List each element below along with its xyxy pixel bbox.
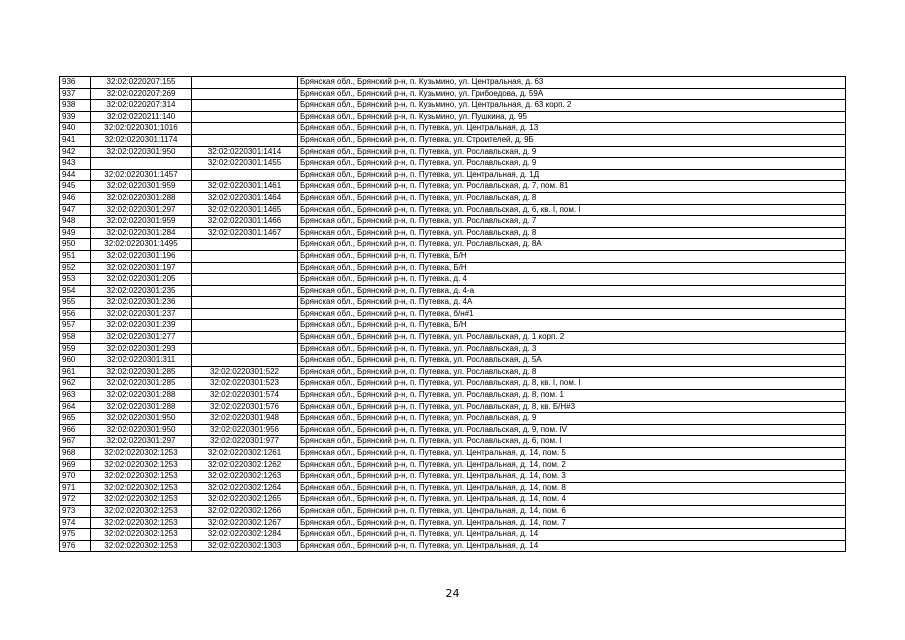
address-cell: Брянская обл., Брянский р-н, п. Путевка, ул. Рославльская, д. 8 [298, 192, 846, 204]
table-row [60, 343, 846, 355]
address-cell: Брянская обл., Брянский р-н, п. Путевка, Б/Н [298, 250, 846, 262]
table-row [60, 204, 846, 216]
object-cadastral-number-cell: 32:02:0220301:1414 [192, 146, 298, 158]
object-cadastral-number-cell: 32:02:0220301:977 [192, 436, 298, 448]
table-row [60, 274, 846, 286]
land-cadastral-number-cell: 32:02:0220211:140 [91, 111, 192, 123]
row-number-cell: 948 [60, 216, 91, 228]
land-cadastral-number-cell: 32:02:0220301:311 [91, 355, 192, 367]
address-cell: Брянская обл., Брянский р-н, п. Путевка, ул. Центральная, д. 14, пом. 7 [298, 517, 846, 529]
land-cadastral-number-cell: 32:02:0220302:1253 [91, 494, 192, 506]
table-row [60, 355, 846, 367]
land-cadastral-number-cell: 32:02:0220301:1174 [91, 134, 192, 146]
row-number-cell: 955 [60, 297, 91, 309]
table-row [60, 332, 846, 344]
table-row [60, 505, 846, 517]
land-cadastral-number-cell: 32:02:0220301:950 [91, 413, 192, 425]
row-number-cell: 961 [60, 366, 91, 378]
object-cadastral-number-cell: 32:02:0220302:1303 [192, 540, 298, 552]
table-row [60, 378, 846, 390]
object-cadastral-number-cell [192, 100, 298, 112]
row-number-cell: 970 [60, 471, 91, 483]
address-cell: Брянская обл., Брянский р-н, п. Путевка, ул. Центральная, д. 13 [298, 123, 846, 135]
row-number-cell: 974 [60, 517, 91, 529]
object-cadastral-number-cell [192, 111, 298, 123]
address-cell: Брянская обл., Брянский р-н, п. Путевка, ул. Рославльская, д. 9 [298, 413, 846, 425]
table-row [60, 123, 846, 135]
table-row [60, 413, 846, 425]
land-cadastral-number-cell: 32:02:0220302:1253 [91, 482, 192, 494]
table-row [60, 216, 846, 228]
object-cadastral-number-cell [192, 250, 298, 262]
address-cell: Брянская обл., Брянский р-н, п. Путевка, д. 4-а [298, 285, 846, 297]
table-row [60, 448, 846, 460]
object-cadastral-number-cell [192, 308, 298, 320]
table-row [60, 424, 846, 436]
address-cell: Брянская обл., Брянский р-н, п. Путевка, ул. Рославльская, д. 9 [298, 146, 846, 158]
land-cadastral-number-cell: 32:02:0220207:269 [91, 88, 192, 100]
table-row [60, 366, 846, 378]
table-row [60, 262, 846, 274]
row-number-cell: 937 [60, 88, 91, 100]
table-row [60, 471, 846, 483]
row-number-cell: 951 [60, 250, 91, 262]
address-cell: Брянская обл., Брянский р-н, п. Путевка, ул. Рославльская, д. 5А [298, 355, 846, 367]
address-cell: Брянская обл., Брянский р-н, п. Путевка, ул. Центральная, д. 14, пом. 2 [298, 459, 846, 471]
row-number-cell: 963 [60, 390, 91, 402]
land-cadastral-number-cell: 32:02:0220301:196 [91, 250, 192, 262]
object-cadastral-number-cell: 32:02:0220301:948 [192, 413, 298, 425]
land-cadastral-number-cell: 32:02:0220302:1253 [91, 448, 192, 460]
object-cadastral-number-cell [192, 123, 298, 135]
row-number-cell: 943 [60, 158, 91, 170]
land-cadastral-number-cell: 32:02:0220301:288 [91, 401, 192, 413]
row-number-cell: 964 [60, 401, 91, 413]
address-cell: Брянская обл., Брянский р-н, п. Путевка, д. 4 [298, 274, 846, 286]
land-cadastral-number-cell: 32:02:0220301:1016 [91, 123, 192, 135]
table-row [60, 285, 846, 297]
table-row [60, 529, 846, 541]
land-cadastral-number-cell: 32:02:0220301:297 [91, 436, 192, 448]
object-cadastral-number-cell: 32:02:0220302:1261 [192, 448, 298, 460]
address-cell: Брянская обл., Брянский р-н, п. Путевка, ул. Центральная, д. 14, пом. 6 [298, 505, 846, 517]
table-row [60, 401, 846, 413]
address-cell: Брянская обл., Брянский р-н, п. Путевка, ул. Рославльская, д. 9 [298, 158, 846, 170]
address-cell: Брянская обл., Брянский р-н, п. Путевка, ул. Рославльская, д. 8 [298, 227, 846, 239]
land-cadastral-number-cell: 32:02:0220301:288 [91, 390, 192, 402]
address-cell: Брянская обл., Брянский р-н, п. Путевка, Б/Н [298, 262, 846, 274]
address-cell: Брянская обл., Брянский р-н, п. Путевка, ул. Центральная, д. 1Д [298, 169, 846, 181]
address-cell: Брянская обл., Брянский р-н, п. Путевка, Б/Н [298, 320, 846, 332]
row-number-cell: 949 [60, 227, 91, 239]
table-row [60, 181, 846, 193]
address-cell: Брянская обл., Брянский р-н, п. Кузьмино, ул. Центральная, д. 63 корп. 2 [298, 100, 846, 112]
land-cadastral-number-cell: 32:02:0220301:288 [91, 192, 192, 204]
table-row [60, 77, 846, 89]
object-cadastral-number-cell: 32:02:0220301:1461 [192, 181, 298, 193]
land-cadastral-number-cell: 32:02:0220302:1253 [91, 540, 192, 552]
table-row [60, 390, 846, 402]
land-cadastral-number-cell: 32:02:0220302:1253 [91, 459, 192, 471]
table-row [60, 250, 846, 262]
land-cadastral-number-cell: 32:02:0220301:277 [91, 332, 192, 344]
row-number-cell: 959 [60, 343, 91, 355]
object-cadastral-number-cell [192, 88, 298, 100]
row-number-cell: 976 [60, 540, 91, 552]
address-cell: Брянская обл., Брянский р-н, п. Путевка, ул. Рославльская, д. 6, пом. I [298, 436, 846, 448]
object-cadastral-number-cell: 32:02:0220301:1464 [192, 192, 298, 204]
address-cell: Брянская обл., Брянский р-н, п. Путевка, ул. Рославльская, д. 7, пом. 81 [298, 181, 846, 193]
address-cell: Брянская обл., Брянский р-н, п. Путевка, ул. Рославльская, д. 8, пом. 1 [298, 390, 846, 402]
row-number-cell: 962 [60, 378, 91, 390]
row-number-cell: 946 [60, 192, 91, 204]
row-number-cell: 953 [60, 274, 91, 286]
object-cadastral-number-cell: 32:02:0220301:1466 [192, 216, 298, 228]
row-number-cell: 944 [60, 169, 91, 181]
address-cell: Брянская обл., Брянский р-н, п. Кузьмино, ул. Пушкина, д. 95 [298, 111, 846, 123]
object-cadastral-number-cell: 32:02:0220302:1265 [192, 494, 298, 506]
row-number-cell: 972 [60, 494, 91, 506]
object-cadastral-number-cell [192, 77, 298, 89]
land-cadastral-number-cell: 32:02:0220301:285 [91, 366, 192, 378]
row-number-cell: 947 [60, 204, 91, 216]
address-cell: Брянская обл., Брянский р-н, п. Путевка, б/н#1 [298, 308, 846, 320]
address-cell: Брянская обл., Брянский р-н, п. Путевка, ул. Центральная, д. 14, пом. 3 [298, 471, 846, 483]
row-number-cell: 958 [60, 332, 91, 344]
object-cadastral-number-cell: 32:02:0220301:956 [192, 424, 298, 436]
land-cadastral-number-cell: 32:02:0220301:293 [91, 343, 192, 355]
row-number-cell: 954 [60, 285, 91, 297]
land-cadastral-number-cell: 32:02:0220301:239 [91, 320, 192, 332]
address-cell: Брянская обл., Брянский р-н, п. Путевка, ул. Рославльская, д. 8, кв. Б/Н#3 [298, 401, 846, 413]
land-cadastral-number-cell: 32:02:0220301:205 [91, 274, 192, 286]
object-cadastral-number-cell: 32:02:0220302:1263 [192, 471, 298, 483]
table-row [60, 494, 846, 506]
object-cadastral-number-cell [192, 169, 298, 181]
address-cell: Брянская обл., Брянский р-н, п. Путевка, ул. Рославльская, д. 9, пом. IV [298, 424, 846, 436]
land-cadastral-number-cell: 32:02:0220301:959 [91, 181, 192, 193]
object-cadastral-number-cell: 32:02:0220302:1266 [192, 505, 298, 517]
table-row [60, 192, 846, 204]
object-cadastral-number-cell [192, 262, 298, 274]
address-cell: Брянская обл., Брянский р-н, п. Путевка, ул. Центральная, д. 14, пом. 5 [298, 448, 846, 460]
land-cadastral-number-cell [91, 158, 192, 170]
table-row [60, 158, 846, 170]
table-row [60, 297, 846, 309]
table-row [60, 436, 846, 448]
object-cadastral-number-cell: 32:02:0220302:1267 [192, 517, 298, 529]
land-cadastral-number-cell: 32:02:0220301:197 [91, 262, 192, 274]
object-cadastral-number-cell: 32:02:0220302:1262 [192, 459, 298, 471]
row-number-cell: 952 [60, 262, 91, 274]
address-cell: Брянская обл., Брянский р-н, п. Путевка, ул. Рославльская, д. 3 [298, 343, 846, 355]
row-number-cell: 957 [60, 320, 91, 332]
land-cadastral-number-cell: 32:02:0220301:959 [91, 216, 192, 228]
table-row [60, 227, 846, 239]
land-cadastral-number-cell: 32:02:0220301:950 [91, 146, 192, 158]
row-number-cell: 940 [60, 123, 91, 135]
row-number-cell: 956 [60, 308, 91, 320]
address-cell: Брянская обл., Брянский р-н, п. Путевка, ул. Центральная, д. 14 [298, 529, 846, 541]
row-number-cell: 973 [60, 505, 91, 517]
table-row [60, 320, 846, 332]
row-number-cell: 936 [60, 77, 91, 89]
land-cadastral-number-cell: 32:02:0220301:285 [91, 378, 192, 390]
table-row [60, 134, 846, 146]
table-row [60, 100, 846, 112]
row-number-cell: 975 [60, 529, 91, 541]
land-cadastral-number-cell: 32:02:0220301:236 [91, 297, 192, 309]
address-cell: Брянская обл., Брянский р-н, п. Путевка, ул. Рославльская, д. 7 [298, 216, 846, 228]
row-number-cell: 960 [60, 355, 91, 367]
land-cadastral-number-cell: 32:02:0220301:1457 [91, 169, 192, 181]
object-cadastral-number-cell: 32:02:0220301:1467 [192, 227, 298, 239]
object-cadastral-number-cell [192, 297, 298, 309]
land-cadastral-number-cell: 32:02:0220302:1253 [91, 529, 192, 541]
document-page [59, 76, 846, 552]
table-row [60, 517, 846, 529]
row-number-cell: 945 [60, 181, 91, 193]
land-cadastral-number-cell: 32:02:0220207:314 [91, 100, 192, 112]
land-cadastral-number-cell: 32:02:0220301:284 [91, 227, 192, 239]
object-cadastral-number-cell [192, 285, 298, 297]
address-cell: Брянская обл., Брянский р-н, п. Путевка, ул. Центральная, д. 14, пом. 8 [298, 482, 846, 494]
object-cadastral-number-cell: 32:02:0220301:576 [192, 401, 298, 413]
address-cell: Брянская обл., Брянский р-н, п. Путевка, ул. Рославльская, д. 6, кв. I, пом. I [298, 204, 846, 216]
object-cadastral-number-cell: 32:02:0220302:1284 [192, 529, 298, 541]
object-cadastral-number-cell [192, 274, 298, 286]
row-number-cell: 942 [60, 146, 91, 158]
land-cadastral-number-cell: 32:02:0220301:235 [91, 285, 192, 297]
address-cell: Брянская обл., Брянский р-н, п. Путевка, ул. Рославльская, д. 8А [298, 239, 846, 251]
table-row [60, 111, 846, 123]
object-cadastral-number-cell: 32:02:0220302:1264 [192, 482, 298, 494]
land-cadastral-number-cell: 32:02:0220301:1495 [91, 239, 192, 251]
address-cell: Брянская обл., Брянский р-н, п. Путевка, ул. Рославльская, д. 8 [298, 366, 846, 378]
object-cadastral-number-cell: 32:02:0220301:523 [192, 378, 298, 390]
row-number-cell: 939 [60, 111, 91, 123]
row-number-cell: 968 [60, 448, 91, 460]
table-row [60, 239, 846, 251]
table-row [60, 169, 846, 181]
row-number-cell: 966 [60, 424, 91, 436]
land-cadastral-number-cell: 32:02:0220207:155 [91, 77, 192, 89]
object-cadastral-number-cell [192, 355, 298, 367]
row-number-cell: 965 [60, 413, 91, 425]
cadastral-register-table [59, 76, 846, 552]
address-cell: Брянская обл., Брянский р-н, п. Кузьмино, ул. Центральная, д. 63 [298, 77, 846, 89]
page-number: 24 [445, 587, 460, 600]
row-number-cell: 941 [60, 134, 91, 146]
table-row [60, 540, 846, 552]
address-cell: Брянская обл., Брянский р-н, п. Путевка, ул. Строителей, д. 9Б [298, 134, 846, 146]
land-cadastral-number-cell: 32:02:0220301:237 [91, 308, 192, 320]
row-number-cell: 950 [60, 239, 91, 251]
object-cadastral-number-cell: 32:02:0220301:522 [192, 366, 298, 378]
table-body [60, 77, 846, 552]
row-number-cell: 967 [60, 436, 91, 448]
land-cadastral-number-cell: 32:02:0220302:1253 [91, 471, 192, 483]
object-cadastral-number-cell [192, 239, 298, 251]
land-cadastral-number-cell: 32:02:0220301:950 [91, 424, 192, 436]
object-cadastral-number-cell [192, 320, 298, 332]
address-cell: Брянская обл., Брянский р-н, п. Путевка, ул. Рославльская, д. 8, кв. I, пом. I [298, 378, 846, 390]
row-number-cell: 971 [60, 482, 91, 494]
object-cadastral-number-cell [192, 134, 298, 146]
object-cadastral-number-cell: 32:02:0220301:1465 [192, 204, 298, 216]
land-cadastral-number-cell: 32:02:0220301:297 [91, 204, 192, 216]
object-cadastral-number-cell: 32:02:0220301:1455 [192, 158, 298, 170]
address-cell: Брянская обл., Брянский р-н, п. Путевка, ул. Центральная, д. 14 [298, 540, 846, 552]
object-cadastral-number-cell [192, 343, 298, 355]
row-number-cell: 938 [60, 100, 91, 112]
table-row [60, 308, 846, 320]
table-row [60, 482, 846, 494]
land-cadastral-number-cell: 32:02:0220302:1253 [91, 517, 192, 529]
table-row [60, 146, 846, 158]
object-cadastral-number-cell [192, 332, 298, 344]
row-number-cell: 969 [60, 459, 91, 471]
address-cell: Брянская обл., Брянский р-н, п. Путевка, ул. Центральная, д. 14, пом. 4 [298, 494, 846, 506]
land-cadastral-number-cell: 32:02:0220302:1253 [91, 505, 192, 517]
table-row [60, 459, 846, 471]
address-cell: Брянская обл., Брянский р-н, п. Путевка, д. 4А [298, 297, 846, 309]
table-row [60, 88, 846, 100]
address-cell: Брянская обл., Брянский р-н, п. Путевка, ул. Рославльская, д. 1 корп. 2 [298, 332, 846, 344]
address-cell: Брянская обл., Брянский р-н, п. Кузьмино, ул. Грибоедова, д. 59А [298, 88, 846, 100]
object-cadastral-number-cell: 32:02:0220301:574 [192, 390, 298, 402]
